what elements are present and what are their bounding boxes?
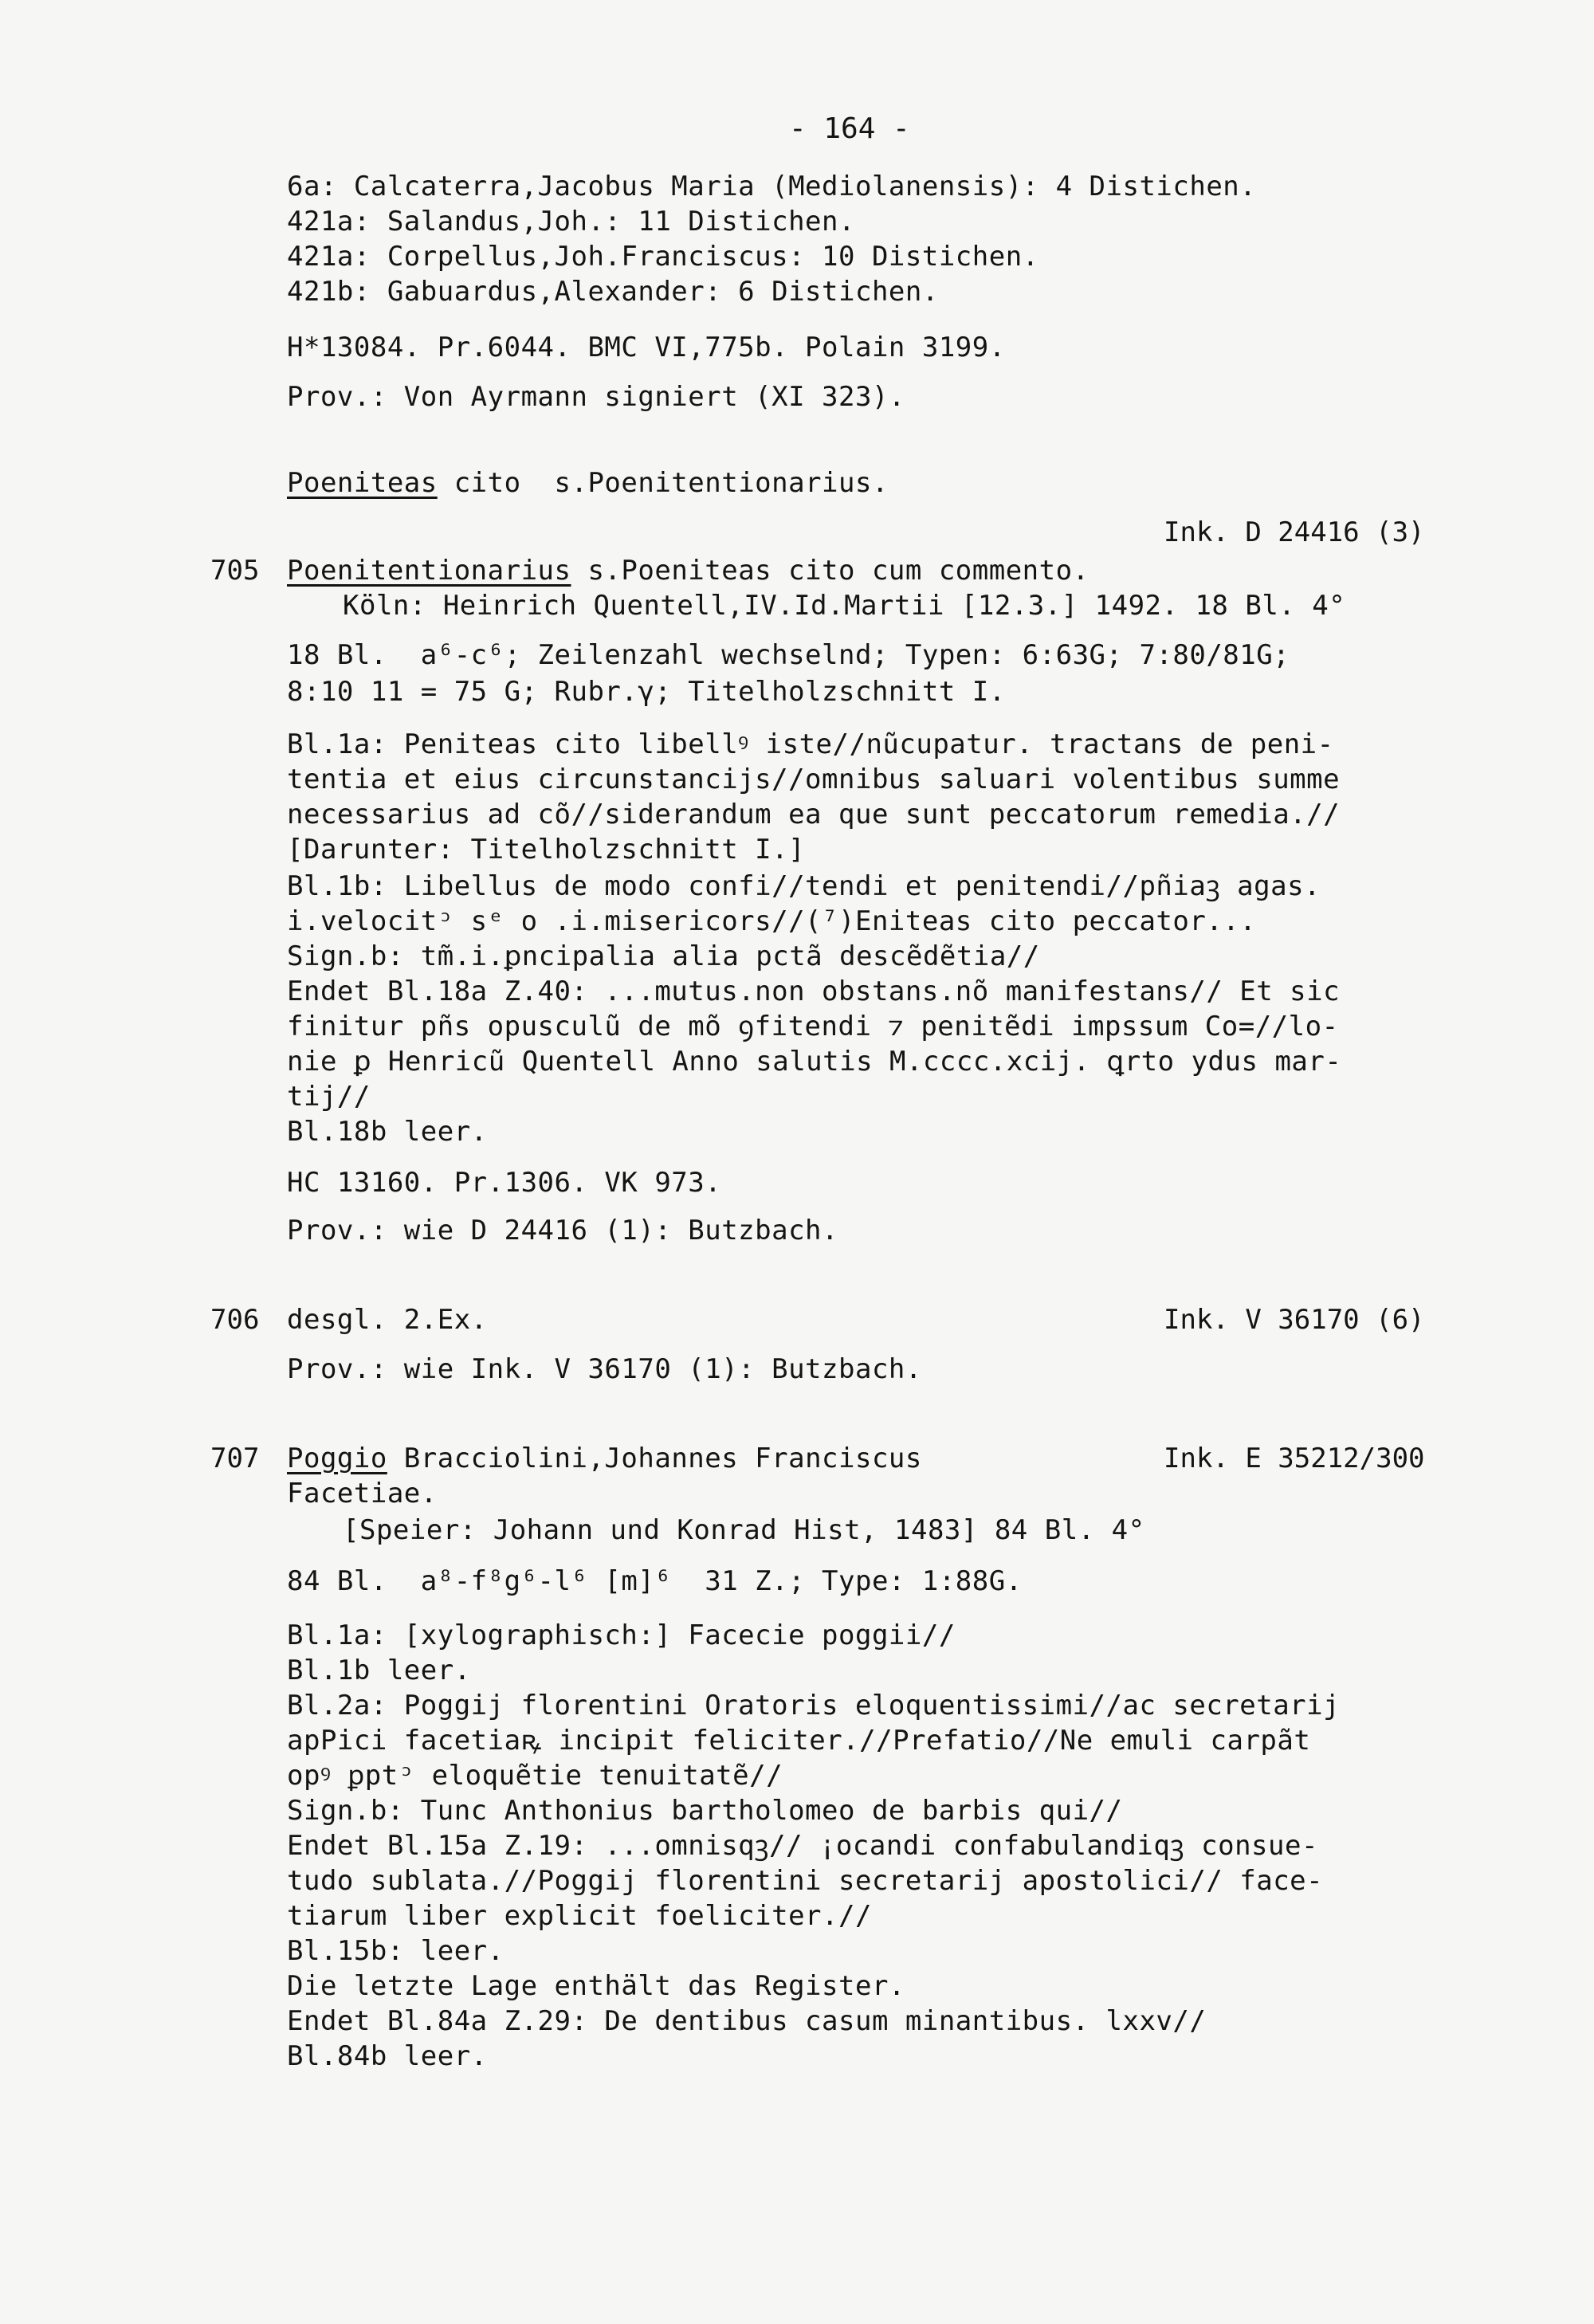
text-line: i.velocitᵓ sᵉ o .i.misericors//(⁷)Eniteas cito peccator... <box>287 905 1257 937</box>
entry-number: 705 <box>210 555 260 587</box>
entry-author-rest: Bracciolini,Johannes Franciscus <box>387 1443 922 1474</box>
text-line: Endet Bl.15a Z.19: ...omnisqꝫ// ¡ocandi confabulandiqꝫ consue- <box>287 1830 1318 1862</box>
text-line: apPici facetiaꝶ incipit feliciter.//Prefatio//Ne emuli carpãt <box>287 1725 1311 1757</box>
text-line: Prov.: wie D 24416 (1): Butzbach. <box>287 1215 839 1246</box>
cross-reference <box>287 465 889 501</box>
text-line: Bl.15b: leer. <box>287 1935 505 1967</box>
text-line: tiarum liber explicit foeliciter.// <box>287 1900 872 1932</box>
text-line: opꝰ ꝑptᵓ eloquẽtie tenuitatẽ// <box>287 1760 783 1792</box>
imprint: [Speier: Johann und Konrad Hist, 1483] 84 Bl. 4° <box>343 1514 1145 1546</box>
entry-author: Poggio <box>287 1443 387 1474</box>
text-line: Bl.84b leer. <box>287 2040 488 2072</box>
text-line: Prov.: Von Ayrmann signiert (XI 323). <box>287 381 905 413</box>
text-line: 18 Bl. a⁶-c⁶; Zeilenzahl wechselnd; Typen: 6:63G; 7:80/81G; <box>287 639 1290 671</box>
text-line: Bl.1a: Peniteas cito libellꝰ iste//nũcupatur. tractans de peni- <box>287 728 1334 760</box>
text-line: Bl.1a: [xylographisch:] Facecie poggii// <box>287 1619 956 1651</box>
text-line: nie ꝑ Henricũ Quentell Anno salutis M.cccc.xcij. ꝗrto ydus mar- <box>287 1046 1342 1078</box>
shelfmark: Ink. E 35212/300 <box>1164 1443 1425 1474</box>
text-line: tij// <box>287 1081 371 1113</box>
text-line: tentia et eius circunstancijs//omnibus saluari volentibus summe <box>287 764 1341 795</box>
cross-reference-term: Poeniteas <box>287 467 438 499</box>
entry-heading <box>287 553 1089 588</box>
entry-title: Poenitentionarius <box>287 555 571 587</box>
entry-number: 706 <box>210 1304 260 1336</box>
text-line: [Darunter: Titelholzschnitt I.] <box>287 834 806 866</box>
text-line: Bl.1b: Libellus de modo confi//tendi et penitendi//pñiaꝫ agas. <box>287 870 1321 902</box>
entry-number: 707 <box>210 1443 260 1474</box>
cross-reference-text: cito s.Poenitentionarius. <box>437 467 889 499</box>
text-line: Bl.2a: Poggij florentini Oratoris eloquentissimi//ac secretarij <box>287 1690 1341 1721</box>
text-line: Endet Bl.84a Z.29: De dentibus casum minantibus. lxxv// <box>287 2005 1207 2037</box>
text-line: Die letzte Lage enthält das Register. <box>287 1970 905 2002</box>
text-line: 421b: Gabuardus,Alexander: 6 Distichen. <box>287 276 939 308</box>
text-line: H*13084. Pr.6044. BMC VI,775b. Polain 3199. <box>287 332 1006 363</box>
text-line: Endet Bl.18a Z.40: ...mutus.non obstans.nõ manifestans// Et sic <box>287 976 1341 1007</box>
shelfmark: Ink. D 24416 (3) <box>1164 516 1425 548</box>
text-line: Bl.18b leer. <box>287 1116 488 1148</box>
shelfmark: Ink. V 36170 (6) <box>1164 1304 1425 1336</box>
text-line: 8:10 11 = 75 G; Rubr.γ; Titelholzschnitt I. <box>287 676 1006 708</box>
text-line: Sign.b: tm̃.i.ꝑncipalia alia pctã descẽdẽtia// <box>287 940 1040 972</box>
page-number: - 164 - <box>789 112 910 145</box>
text-line: 6a: Calcaterra,Jacobus Maria (Mediolanensis): 4 Distichen. <box>287 171 1257 202</box>
text-line: tudo sublata.//Poggij florentini secretarij apostolici// face- <box>287 1865 1324 1897</box>
text-line: Facetiae. <box>287 1478 438 1509</box>
text-line: Prov.: wie Ink. V 36170 (1): Butzbach. <box>287 1353 922 1385</box>
entry-heading <box>287 1441 922 1476</box>
imprint: Köln: Heinrich Quentell,IV.Id.Martii [12.3.] 1492. 18 Bl. 4° <box>343 590 1346 622</box>
text-line: finitur pñs opusculũ de mõ ꝯfitendi ⁊ penitẽdi impssum Co=//lo- <box>287 1011 1339 1042</box>
text-line: HC 13160. Pr.1306. VK 973. <box>287 1167 722 1199</box>
text-line: necessarius ad cõ//siderandum ea que sunt peccatorum remedia.// <box>287 799 1341 830</box>
entry-title-rest: s.Poeniteas cito cum commento. <box>571 555 1089 587</box>
text-line: 421a: Salandus,Joh.: 11 Distichen. <box>287 206 855 238</box>
text-line: desgl. 2.Ex. <box>287 1304 488 1336</box>
text-line: 84 Bl. a⁸-f⁸g⁶-l⁶ [m]⁶ 31 Z.; Type: 1:88G. <box>287 1565 1023 1597</box>
text-line: Sign.b: Tunc Anthonius bartholomeo de barbis qui// <box>287 1795 1123 1827</box>
text-line: 421a: Corpellus,Joh.Franciscus: 10 Distichen. <box>287 241 1039 273</box>
text-line: Bl.1b leer. <box>287 1655 471 1686</box>
